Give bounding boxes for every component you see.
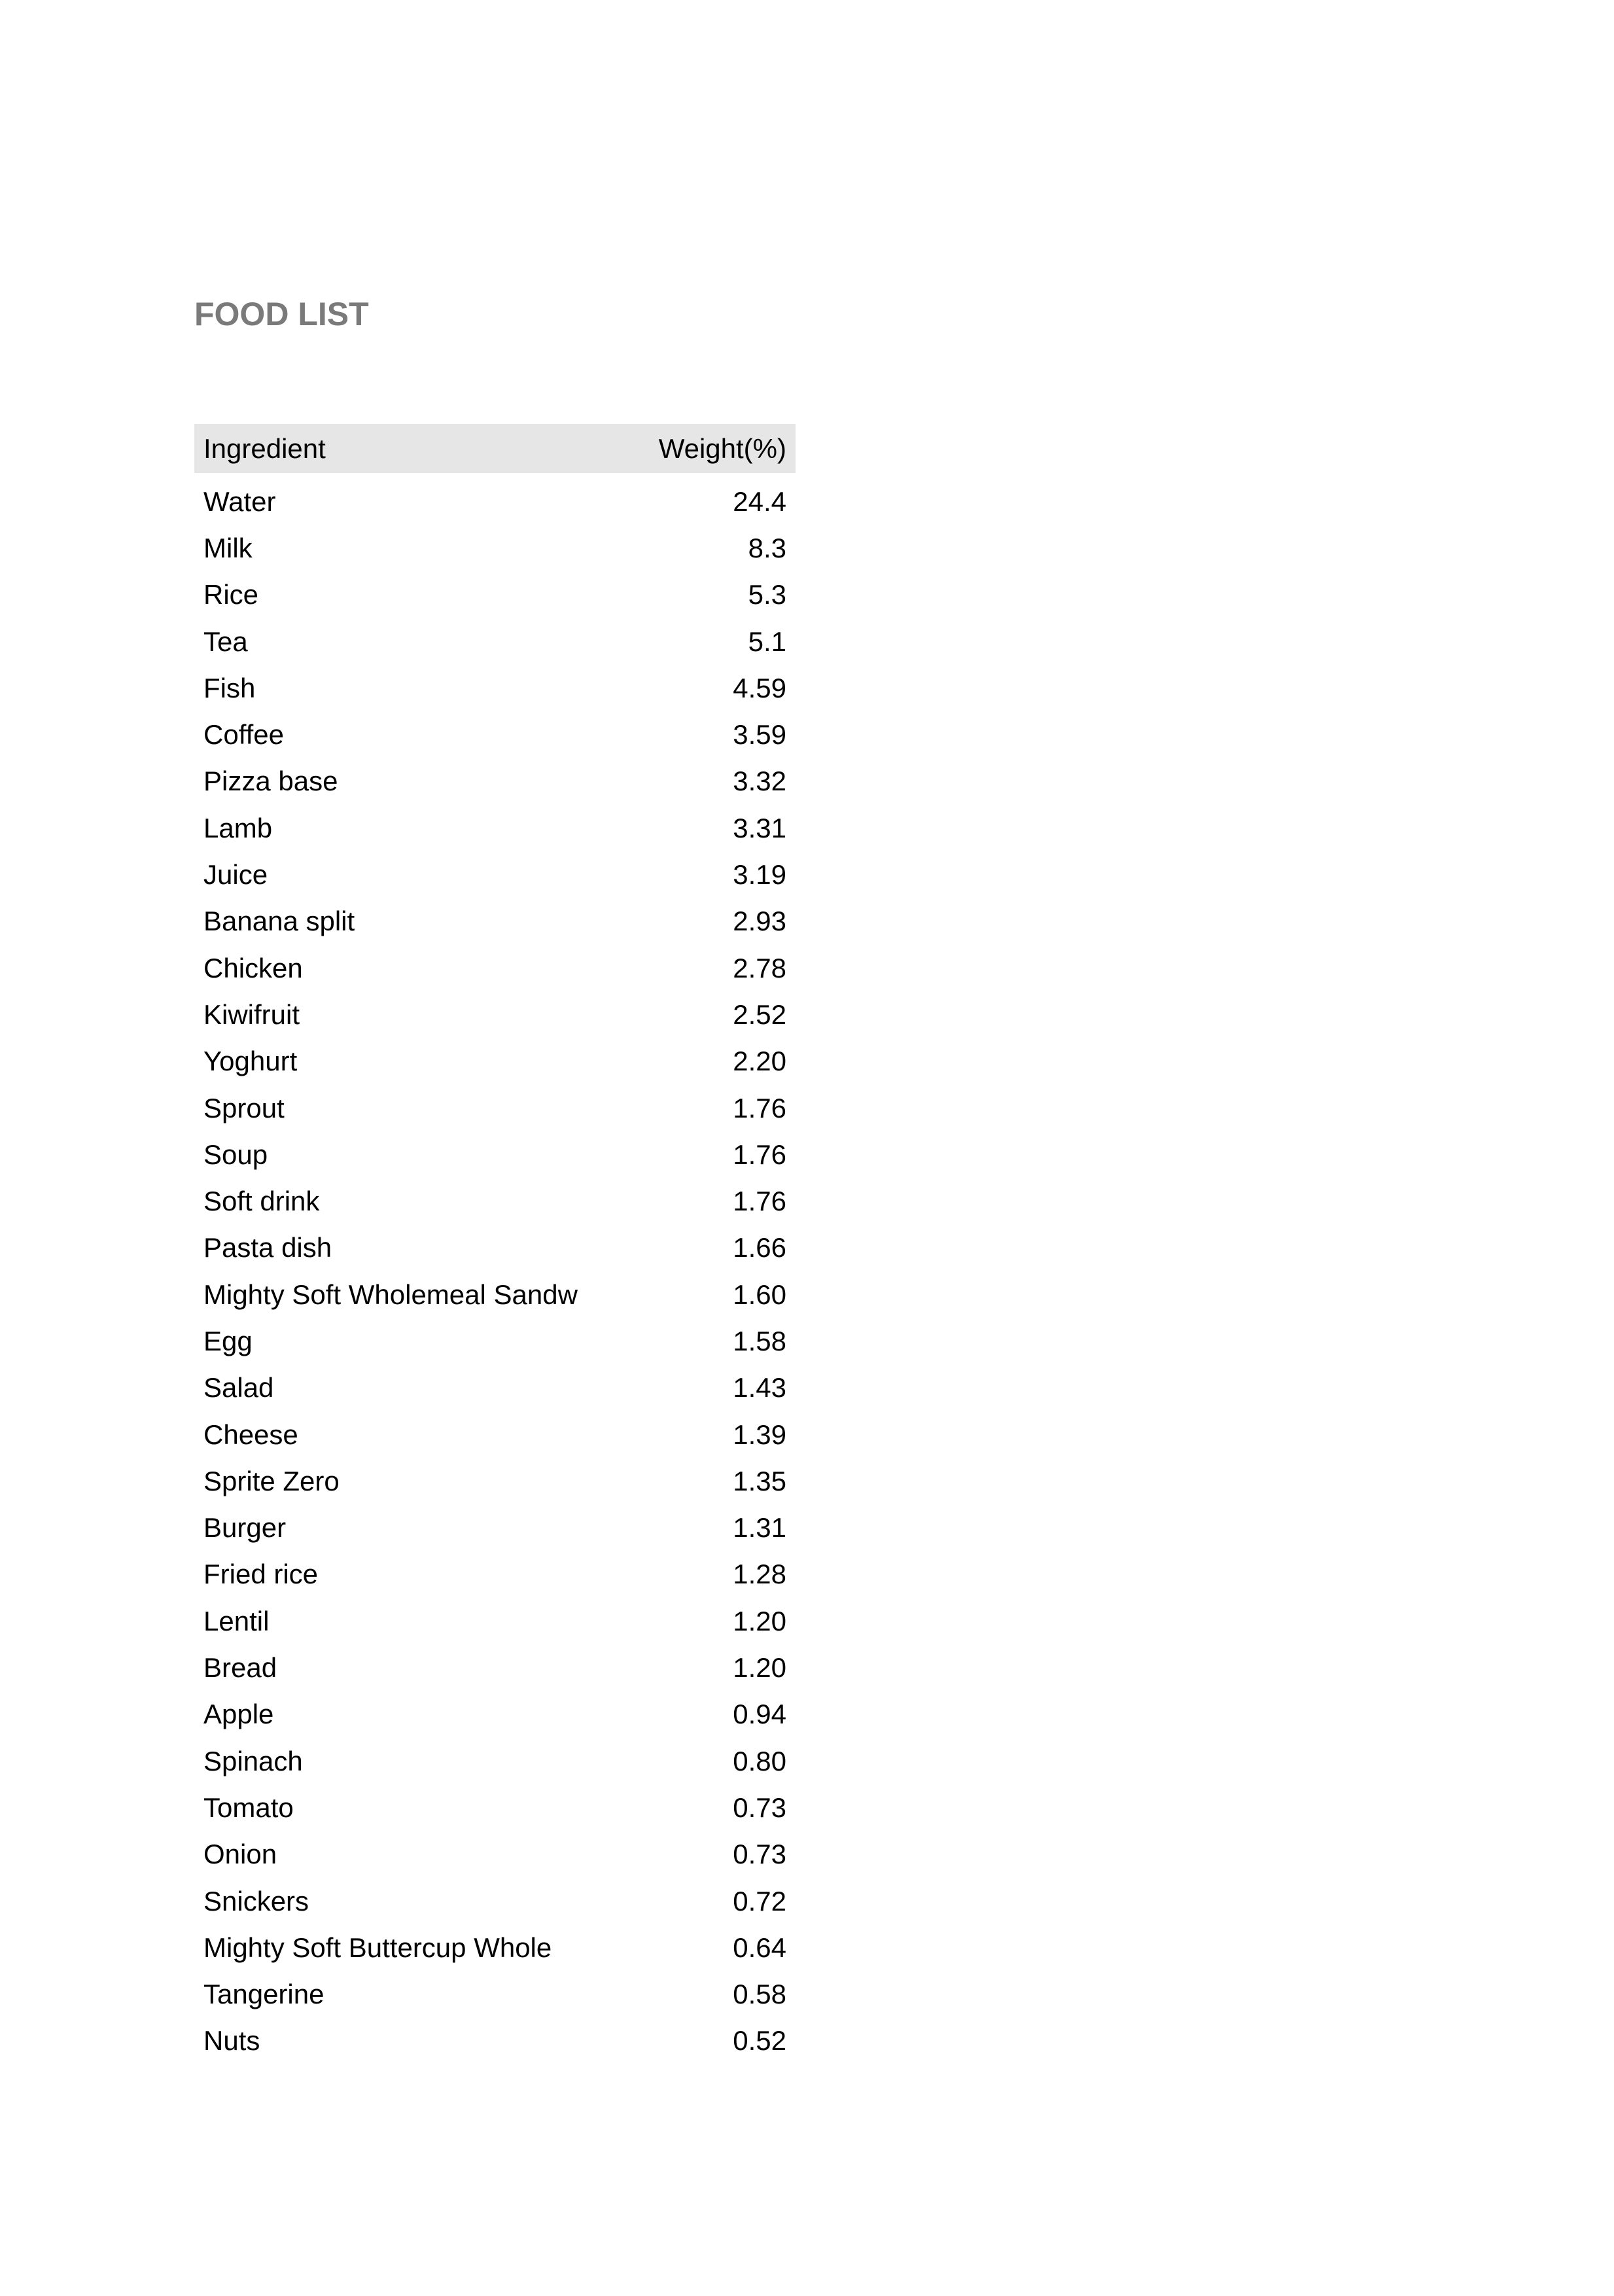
table-row [194, 1411, 796, 1458]
weight-cell: 1.28 [733, 1559, 786, 1590]
table-row [194, 1831, 796, 1878]
ingredient-cell: Fish [203, 672, 256, 703]
ingredient-cell: Banana split [203, 906, 355, 937]
food-table [194, 424, 796, 2064]
table-row [194, 525, 796, 571]
ingredient-cell: Mighty Soft Wholemeal Sandw [203, 1279, 578, 1310]
ingredient-cell: Pasta dish [203, 1232, 332, 1263]
table-header-row [194, 424, 796, 473]
table-row [194, 1085, 796, 1131]
ingredient-cell: Tea [203, 626, 248, 657]
table-row [194, 758, 796, 805]
ingredient-cell: Yoghurt [203, 1046, 298, 1077]
weight-cell: 0.94 [733, 1699, 786, 1730]
weight-cell: 0.72 [733, 1885, 786, 1916]
weight-cell: 1.66 [733, 1232, 786, 1263]
ingredient-cell: Fried rice [203, 1559, 319, 1590]
table-row [194, 1318, 796, 1364]
ingredient-cell: Mighty Soft Buttercup Whole [203, 1932, 552, 1963]
weight-cell: 5.3 [748, 579, 786, 610]
weight-cell: 1.39 [733, 1419, 786, 1450]
table-row [194, 1505, 796, 1551]
ingredient-cell: Water [203, 486, 276, 517]
weight-cell: 0.80 [733, 1745, 786, 1776]
ingredient-cell: Juice [203, 859, 268, 891]
table-row [194, 1038, 796, 1085]
table-row [194, 711, 796, 758]
ingredient-cell: Coffee [203, 719, 284, 751]
table-row [194, 991, 796, 1038]
weight-cell: 4.59 [733, 672, 786, 703]
weight-cell: 3.19 [733, 859, 786, 891]
ingredient-cell: Pizza base [203, 766, 338, 797]
table-row [194, 1878, 796, 1924]
table-row [194, 1598, 796, 1644]
weight-cell: 2.20 [733, 1046, 786, 1077]
table-row [194, 898, 796, 945]
ingredient-cell: Chicken [203, 952, 303, 983]
table-row [194, 1784, 796, 1831]
table-row [194, 1131, 796, 1178]
ingredient-cell: Soft drink [203, 1186, 320, 1217]
weight-cell: 0.73 [733, 1839, 786, 1870]
ingredient-cell: Spinach [203, 1745, 303, 1776]
table-row [194, 618, 796, 665]
table-row [194, 1551, 796, 1598]
ingredient-cell: Milk [203, 532, 253, 563]
weight-cell: 3.59 [733, 719, 786, 751]
table-row [194, 805, 796, 851]
weight-cell: 1.76 [733, 1139, 786, 1170]
weight-cell: 24.4 [733, 486, 786, 517]
column-header-ingredient: Ingredient [194, 424, 613, 473]
ingredient-cell: Bread [203, 1652, 277, 1684]
ingredient-cell: Soup [203, 1139, 268, 1170]
table-row [194, 1971, 796, 2018]
ingredient-cell: Onion [203, 1839, 277, 1870]
weight-cell: 1.31 [733, 1512, 786, 1544]
weight-cell: 1.76 [733, 1092, 786, 1123]
table-row [194, 1225, 796, 1271]
table-row [194, 1691, 796, 1738]
table-row [194, 945, 796, 991]
weight-cell: 8.3 [748, 532, 786, 563]
weight-cell: 0.73 [733, 1792, 786, 1823]
weight-cell: 0.52 [733, 2025, 786, 2057]
ingredient-cell: Tomato [203, 1792, 294, 1823]
ingredient-cell: Lentil [203, 1605, 270, 1636]
weight-cell: 3.31 [733, 812, 786, 843]
column-header-weight: Weight(%) [613, 424, 796, 473]
table-row [194, 1924, 796, 1971]
table-row [194, 665, 796, 711]
table-row [194, 2018, 796, 2064]
ingredient-cell: Snickers [203, 1885, 309, 1916]
weight-cell: 1.60 [733, 1279, 786, 1310]
table-row [194, 1178, 796, 1224]
weight-cell: 2.93 [733, 906, 786, 937]
weight-cell: 1.20 [733, 1605, 786, 1636]
weight-cell: 1.43 [733, 1372, 786, 1404]
ingredient-cell: Rice [203, 579, 259, 610]
ingredient-cell: Sprite Zero [203, 1465, 340, 1496]
ingredient-cell: Burger [203, 1512, 287, 1544]
weight-cell: 1.76 [733, 1186, 786, 1217]
weight-cell: 2.52 [733, 998, 786, 1030]
ingredient-cell: Salad [203, 1372, 274, 1404]
table-row [194, 1644, 796, 1691]
weight-cell: 0.64 [733, 1932, 786, 1963]
ingredient-cell: Nuts [203, 2025, 260, 2057]
ingredient-cell: Kiwifruit [203, 998, 300, 1030]
ingredient-cell: Sprout [203, 1092, 285, 1123]
ingredient-cell: Egg [203, 1325, 253, 1356]
weight-cell: 2.78 [733, 952, 786, 983]
table-body [194, 473, 796, 2064]
ingredient-cell: Cheese [203, 1419, 298, 1450]
table-row [194, 1738, 796, 1784]
weight-cell: 1.35 [733, 1465, 786, 1496]
weight-cell: 3.32 [733, 766, 786, 797]
table-row [194, 572, 796, 618]
ingredient-cell: Apple [203, 1699, 274, 1730]
weight-cell: 1.20 [733, 1652, 786, 1684]
page-title: FOOD LIST [194, 296, 369, 332]
table-row [194, 1271, 796, 1318]
table-row [194, 473, 796, 525]
table-row [194, 1458, 796, 1504]
ingredient-cell: Lamb [203, 812, 273, 843]
ingredient-cell: Tangerine [203, 1979, 325, 2010]
table-row [194, 1365, 796, 1411]
weight-cell: 0.58 [733, 1979, 786, 2010]
weight-cell: 1.58 [733, 1325, 786, 1356]
weight-cell: 5.1 [748, 626, 786, 657]
table-row [194, 851, 796, 898]
